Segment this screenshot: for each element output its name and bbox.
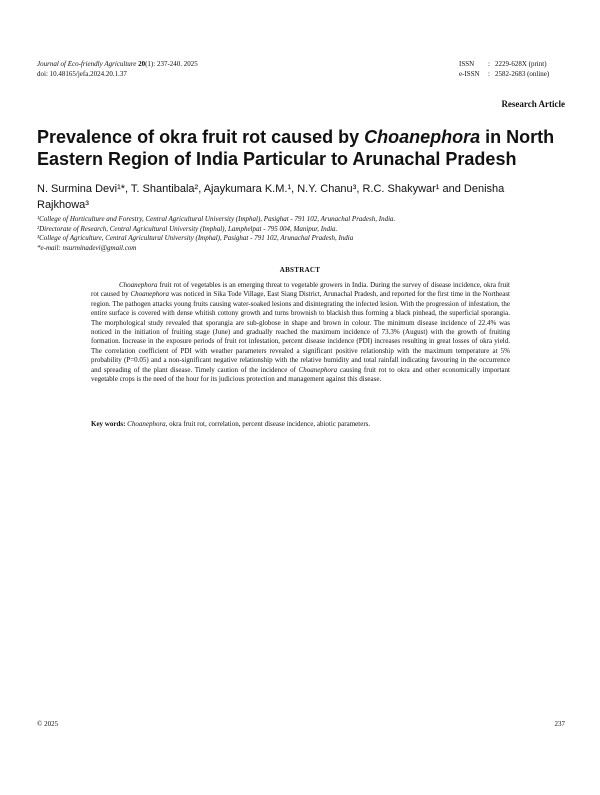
issn-row — [459, 60, 579, 70]
keywords-label: Key words: — [91, 420, 126, 428]
affiliation-1: ¹College of Horticulture and Forestry, Central Agricultural University (Imphal), Pasighat - 791 102, Arunachal Pradesh, India. — [37, 215, 396, 223]
corresponding-email[interactable]: *e-mail: nsurminadevi@gmail.com — [37, 243, 137, 252]
abstract-body — [91, 281, 510, 384]
title-part1: Prevalence of okra fruit rot caused by — [37, 127, 365, 147]
author-list: N. Surmina Devi¹*, T. Shantibala², Ajaykumara K.M.¹, N.Y. Chanu³, R.C. Shakywar¹ and Denisha Rajkhowa³ — [37, 183, 505, 211]
journal-name: Journal of Eco-friendly Agriculture — [37, 60, 137, 68]
keywords — [91, 420, 510, 429]
abstract-text-2: was noticed in Sika Tode Village, East Siang District, Arunachal Pradesh, and reported for the first time in the Northeast region. The pathogen attacks young fruits causing water-soaked lesions and disintegrating the infected lesion. With the progression of infestation, the entire surface is covered with dense whitish cottony growth and turns brownish to blackish thus forming a black pinhead, the superficial sporangia. The morphological study revealed that sporangia are sub-globose in shape and brown in colour. The minimum disease incidence of 22.4% was noticed in the initiation of fruiting stage (June) and gradually reached the maximum incidence of 73.3% (August) with the growth of fruiting formation. Increase in the exposure periods of fruit rot infestation, percent disease incidence (PDI) increases resulting in great losses of okra yield. The correlation coefficient of PDI with weather parameters revealed a significant positive relationship with the maximum temperature at 5% probability (P=0.05) and a non-significant negative relationship with the relative humidity and total rainfall indicating favouring in the occurrence and spreading of the plant disease. Timely caution of the incidence of — [91, 290, 510, 374]
abstract-paragraph — [91, 281, 510, 384]
keywords-rest: , okra fruit rot, correlation, percent disease incidence, abiotic parameters. — [165, 420, 371, 428]
journal-citation — [37, 60, 337, 79]
issn-block — [459, 60, 579, 79]
affiliations — [37, 215, 567, 253]
eissn-row — [459, 70, 579, 80]
affiliation-3: ³College of Agriculture, Central Agricultural University (Imphal), Pasighat - 791 102, Arunachal Pradesh, India — [37, 234, 354, 242]
abstract-text-3: causing fruit rot to okra and other economically important vegetable crops is the need of the hour for its judicious protection and management against this disease. — [91, 365, 510, 384]
page-number: 237 — [554, 720, 565, 728]
issn-label: ISSN — [459, 60, 475, 68]
issn-value: 2229-628X (print) — [495, 60, 547, 68]
issn-separator: : — [488, 60, 490, 68]
article-type: Research Article — [501, 99, 565, 109]
journal-volume: 20 — [138, 60, 146, 68]
title-italic: Choanephora — [364, 127, 481, 147]
article-title — [37, 126, 557, 170]
copyright: © 2025 — [37, 720, 59, 728]
eissn-label: e-ISSN — [459, 69, 480, 78]
affiliation-2: ²Directorate of Research, Central Agricultural University (Imphal), Lamphelpat - 795 004, Manipur, India. — [37, 224, 338, 233]
journal-issue-pages: (1): 237-240. 2025 — [145, 60, 198, 68]
eissn-separator: : — [488, 69, 490, 78]
title-part2: in North Eastern Region of India Particular to Arunachal Pradesh — [37, 127, 555, 169]
abstract-heading: ABSTRACT — [279, 266, 321, 274]
abstract-italic-3: Choanephora — [298, 365, 338, 374]
journal-doi[interactable]: doi: 10.48165/jefa.2024.20.1.37 — [37, 69, 127, 78]
abstract-italic-2: Choanephora — [130, 290, 169, 299]
keywords-italic: Choanephora — [127, 420, 166, 428]
abstract-italic-1: Choanephora — [119, 281, 158, 289]
journal-line — [37, 60, 337, 70]
eissn-value: 2582-2683 (online) — [495, 69, 550, 78]
abstract-text-1: fruit rot of vegetables is an emerging threat to vegetable growers in India. During the survey of disease incidence, okra fruit rot caused by — [91, 281, 510, 299]
